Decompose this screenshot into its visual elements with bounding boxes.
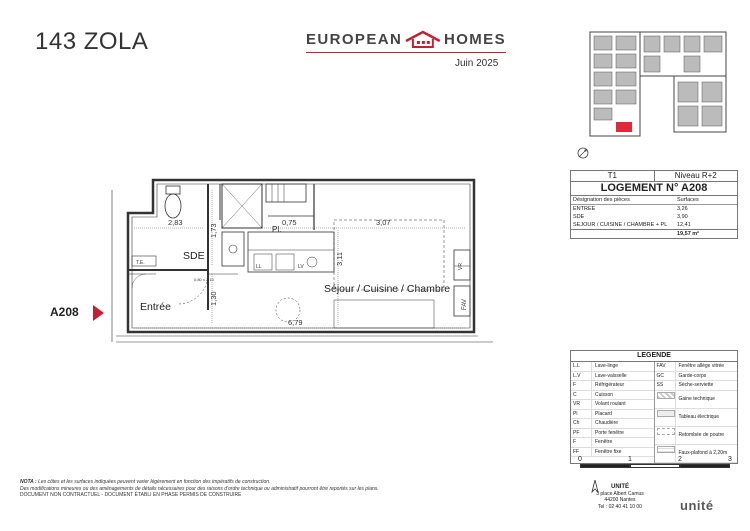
list-item: Retombée de poutre (655, 427, 738, 445)
north-arrow-icon (576, 146, 590, 160)
dim-075: 0,75 (282, 218, 297, 227)
scale-bar (578, 456, 734, 472)
list-item: GC Garde-corps (655, 372, 738, 382)
agency-addr1: 3 place Albert Camus (596, 490, 644, 497)
unit-highlight (616, 122, 632, 132)
room-sejour: Séjour / Cuisine / Chambre (324, 283, 451, 295)
list-item: PF Porte fenêtre (571, 429, 654, 439)
house-roof-icon (405, 30, 441, 48)
notes-line1: Les côtes et les surfaces indiquées peuvent varier légèrement en fonction des impératifs de construction. (38, 479, 271, 485)
unit-info-table (570, 170, 738, 239)
brand-left: EUROPEAN (306, 30, 403, 48)
notes-line3: DOCUMENT NON CONTRACTUEL - DOCUMENT ÉTABLI EN PHASE PERMIS DE CONSTRUIRE (20, 492, 242, 498)
agency-addr2: 44200 Nantes (604, 497, 636, 503)
table-row: ENTREE 3,26 (573, 206, 688, 212)
key-plan (586, 26, 736, 148)
code-fav: FAV (462, 299, 468, 310)
total-row: 19,57 m² (571, 230, 737, 239)
list-item: L.L Lave-linge (571, 362, 654, 372)
list-item: L.V Lave-vaisselle (571, 372, 654, 382)
legend-right-col (655, 362, 738, 463)
dim-311: 3,11 (335, 251, 344, 266)
list-item: C Cuisson (571, 391, 654, 401)
list-item: Pl Placard (571, 410, 654, 420)
code-ll: LL (256, 264, 262, 270)
room-sde: SDE (183, 250, 205, 262)
list-item: Gaine technique (655, 391, 738, 409)
list-item: Faux-plafond à 2,20m (655, 445, 738, 463)
col-name: Désignation des pièces (571, 196, 675, 205)
col-surface: Surfaces (675, 196, 737, 205)
room-placard: Pl. (272, 225, 282, 234)
notes-line2: Des modifications mineures ou des aménagements de détails nécessaires pour des raisons d'ordre technique ou administratif pourront être reportés sur les plans. (20, 485, 379, 492)
plan-date: Juin 2025 (455, 58, 499, 69)
logement-title: LOGEMENT N° A208 (571, 182, 737, 196)
tableau-swatch-icon (657, 410, 675, 417)
shower-dim: 0,80 x 2,10 (194, 277, 214, 282)
list-item: F Fenêtre (571, 438, 654, 448)
legend (570, 350, 738, 464)
scale-tick: 3 (728, 456, 732, 463)
project-title: 143 ZOLA (35, 28, 149, 55)
list-item: Tableau électrique (655, 409, 738, 427)
legend-left-col (571, 362, 655, 463)
unit-level: Niveau R+2 (674, 171, 717, 180)
dim-307: 3,07 (376, 218, 391, 227)
floor-plan (98, 170, 493, 370)
notes (20, 479, 480, 499)
table-row: SDE 3,90 (573, 214, 688, 220)
scale-tick: 2 (678, 456, 682, 463)
table-row: SEJOUR / CUISINE / CHAMBRE + PL 12,41 (573, 222, 691, 228)
code-vr: VR (458, 263, 464, 270)
list-item: F Réfrigérateur (571, 381, 654, 391)
gaine-swatch-icon (657, 392, 675, 399)
notes-label: NOTA : (20, 479, 37, 485)
brand-underline (306, 52, 506, 53)
dim-130: 1,30 (209, 291, 218, 306)
list-item: VR Volant roulant (571, 400, 654, 410)
list-item: Ch Chaudière (571, 419, 654, 429)
brand-right: HOMES (443, 30, 506, 48)
unit-tag: A208 (50, 305, 79, 319)
list-item: SS Sèche-serviette (655, 381, 738, 391)
dim-679: 6,79 (288, 318, 303, 327)
code-te: T.E. (136, 260, 145, 266)
brand-logo (306, 30, 506, 48)
poutre-swatch-icon (657, 428, 675, 435)
list-item: FF Fenêtre fixe (571, 448, 654, 458)
agency-logo: unité (680, 498, 714, 513)
code-lv: LV (298, 264, 304, 270)
agency-tel: Tel : 02 40 41 10 00 (598, 503, 642, 510)
list-item: FAV Fenêtre allège vitrée (655, 362, 738, 372)
unit-type: T1 (571, 171, 655, 181)
agency-name: UNITÉ (611, 484, 629, 490)
scale-tick: 1 (628, 456, 632, 463)
agency-address (585, 484, 655, 510)
scale-tick: 0 (578, 456, 582, 463)
dim-173: 1,73 (209, 223, 218, 238)
faux-plafond-swatch-icon (657, 446, 675, 453)
legend-title: LEGENDE (571, 351, 737, 362)
room-entree: Entrée (140, 301, 171, 313)
dim-283: 2,83 (168, 218, 183, 227)
